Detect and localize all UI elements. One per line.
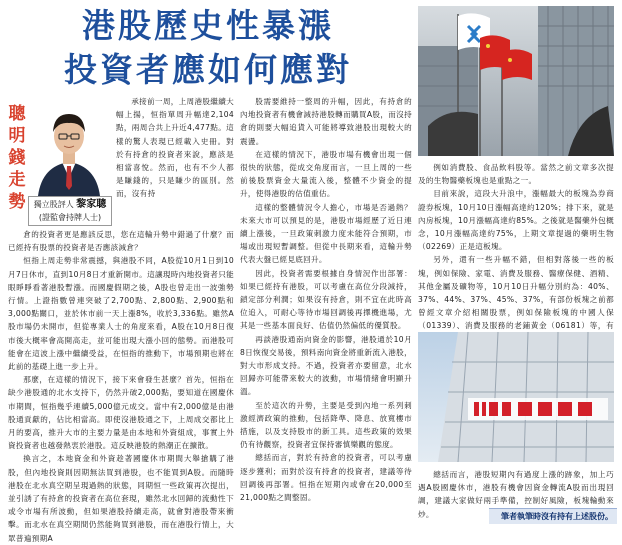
- column-tag: 聰明錢走勢: [8, 104, 26, 212]
- author-credit: [28, 196, 112, 226]
- flags-building-photo-icon: [418, 6, 614, 156]
- paragraph: 至於這次的升勢，主要是受到內地一系列刺激經濟政策的推動，包括降準、降息、放寬樓市措施，以及支持股市的新工具。這些政策的效果仍有待觀察，投資者宜保持審慎樂觀的態度。: [240, 400, 412, 450]
- paragraph: 例如消費股、食品飲料股等。當然之前文章多次提及的生物醫藥板塊也是重點之一。: [418, 163, 614, 186]
- author-title: 獨立股評人: [33, 200, 74, 209]
- author-name: 黎家聰: [76, 199, 107, 210]
- picc-building-photo: [418, 332, 614, 462]
- hkex-flags-photo: [418, 6, 614, 156]
- article-column-1-bottom: [8, 228, 234, 545]
- author-photo: [28, 96, 110, 196]
- headline-line-2: 投資者應如何應對: [64, 50, 352, 89]
- headline: [4, 4, 412, 92]
- paragraph: 那麼，在這樣的情況下，接下來會發生甚麼？首先，恒指在缺少港股通的北水支持下，仍然升破2,000點，要知道在國慶休市期間，恒指幾乎連續5,000億元成交。當中有2,000億是由港股通貢獻的，佔比相當高。即使沒港股通之下，上周成交都比上月的要高，推升大市的主要力量是由本地和外資組成，事實上外資投資者也越發熱衷於港股。這反映港股的熱潮正在擴散。: [8, 375, 234, 451]
- headline-line-1: 港股歷史性暴漲: [82, 6, 334, 45]
- paragraph: 在這樣的情況下，港股市場有機會出現一個很快的狀態，從成交角度而言，一旦上周的一些前後股票資金大量流入後，整體不少資金的提升，使得港股的估值重估。: [240, 149, 412, 199]
- paragraph: 另外，還有一些升幅不錯，但相對落後一些的板塊，例如保險、家電、消費及服務、醫療保健、酒精、其他金屬及礦物等，10月10日升幅分別約為：40%、37%、44%、37%、45%、37%，有部份板塊之前都曾經文章介紹相關股票，例如保險板塊的中國人保（01339）、消費及服務的老鋪黃金（06181）等，有: [418, 255, 614, 331]
- paragraph: 換言之，本地資金和外資趁著國慶休市期間大舉搶購了港股，但內地投資則因期無法買到港股，也不能買到A股。而隨時港股在北水真空期呈現過熱的狀態，同期恒一些政策再次提出，並引誘了有持倉的投資者在高位套現，雖然北水回歸的流動性下或令市場有所波動，但如果港股持續走高，就會對港股帶來衝擊。而北水在真空期間仍然能夠買到港股，而在港股行情上，大眾普遍預期A: [8, 454, 234, 543]
- paragraph: 倉的投資者更是應該反思，您在這輪升勢中錯過了什麼？而已經持有股票的投資者是否應該減倉？: [8, 230, 234, 253]
- paragraph: 這樣的整體情況令人擔心，市場是否過熱？未來大市可以預見的是，港股市場經歷了近日連續上漲後，一旦政策刺激力度未能符合預期，市場或出現短暫調整。但從中長期來看，這輪升勢代表大盤已經見底回升。: [240, 202, 412, 265]
- paragraph: 再談港股通南向資金的影響，港股通於10月8日恢復交易後，預料南向資金將重新流入港股，對大市形成支持。不過，投資者亦要留意，北水回歸亦可能帶來較大的波動，市場情緒會明顯升溫。: [240, 334, 412, 397]
- paragraph: 目前來說，這段大升浪中，漲幅最大的板塊為券商證券板塊，10月10日漲幅高達約120%；排下來，就是內房板塊，10月漲幅高達約85%。之後就是醫藥外包概念，10月漲幅高達約75%，上期文章提過的藥明生物（02269）正是這板塊。: [418, 189, 614, 252]
- paragraph: 股需要維持一整周的升幅，因此，有持倉的內地投資者有機會減持港股轉而購買A股，而沒持倉的則要大幅追貨入可能將導致港股出現較大的震盪。: [240, 97, 412, 146]
- paragraph: 總括而言，對於有持倉的投資者，可以考慮逐步獲利；而對於沒有持倉的投資者，建議等待回調後再部署。恒指在短期內或會在20,000至21,000點之間整固。: [240, 453, 412, 503]
- paragraph: 總括而言，港股短期內有過度上漲的跡象，加上巧遇A股國慶休市，港股有機會因資金轉流A股而出現回調，建議大家做好兩手準備，控制好風險，板塊輪動來炒。: [418, 470, 614, 519]
- paragraph: 恒指上周走勢非常震撼，與港股不同，A股從10月1日到10月7日休市，直到10月8日才重新開市。這讓現時內地投資者只能眼睜睜看著港股暫漲。而國慶假期之後，A股也曾走出一波強勢行情。上證指數曾連突破了2,700點、2,800點、2,900點和3,000點關口，並於休市前一天上漲8%，收於3,336點。雖然A股市場仍未開市，但從專業人士的角度來看，A股在10月8日復市後大概率會高開高走，並可能出現大漲小回的態勢。而港股可能會在這波上漲中繼續受益，在恒指的推動下，市場預期也將在此前的基礎上進一步上升。: [8, 256, 234, 372]
- paragraph: 承接前一周，上周港股繼續大幅上揚，恒指單周升幅達2,104點，兩周合共上升近4,477點。這樣的驚人表現已經載入史冊。對於有持倉的投資者來說，應該是相當喜悅。然而，也有不少人都是賺錢的，只是賺少的區別。然而，沒有持: [116, 97, 234, 199]
- author-credential: (證監會持牌人士): [38, 213, 102, 222]
- building-sign-photo-icon: [418, 332, 614, 462]
- article-column-2: [240, 95, 412, 504]
- article-column-1-top: [116, 95, 234, 201]
- article-column-3: [418, 161, 614, 346]
- disclosure-note: 筆者執筆時沒有持有上述股份。: [489, 508, 617, 524]
- paragraph: 因此，投資者需要根據自身情況作出部署：如果已經持有港股，可以考慮在高位分段減持，鎖定部分利潤；如果沒有持倉，則不宜在此時高位追入，可耐心等待市場回調後再擇機進場，尤其是一些基本面良好、估值仍然偏低的優質股。: [240, 268, 412, 331]
- author-portrait-icon: [28, 96, 110, 196]
